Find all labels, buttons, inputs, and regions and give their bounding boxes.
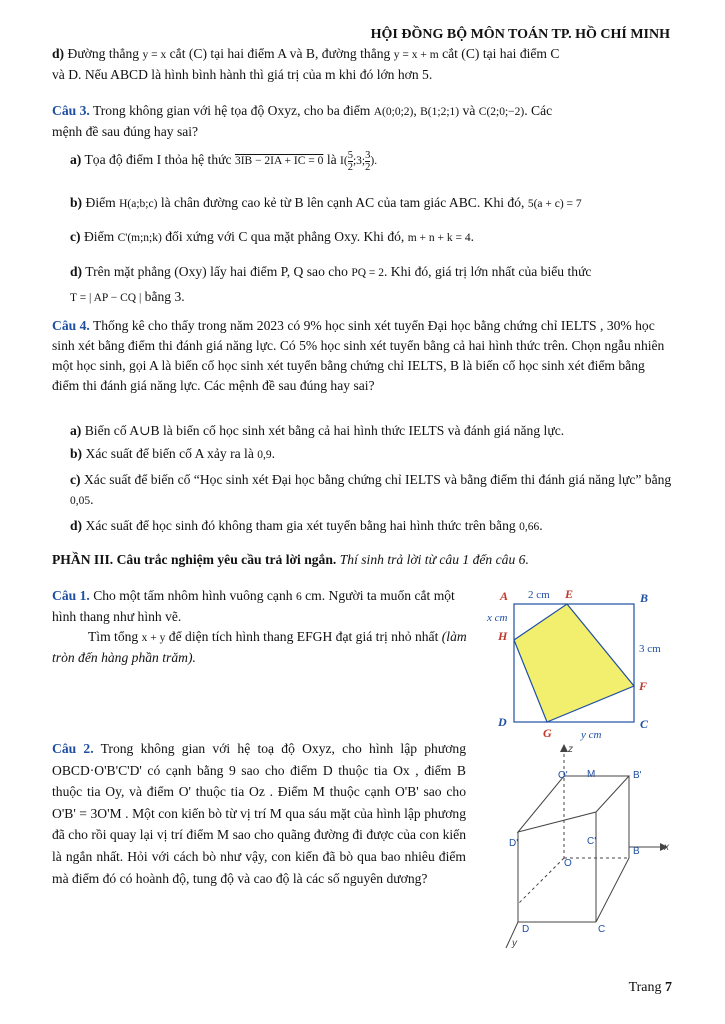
label-m: M [587,769,596,780]
label-e: E [565,587,574,601]
label-d2: D [522,924,530,935]
label-g: G [543,726,552,740]
label-c-prime: C' [587,836,597,847]
label-x: x [664,842,669,853]
label-f: F [639,679,648,693]
figure-cube [488,736,688,954]
question-4: Câu 4. Thống kê cho thấy trong năm 2023 có 9% học sinh xét tuyển Đại học bằng chứng chỉ IELTS , 30% học sinh xét bằng điểm thi đánh giá năng lực. Có 5% học sinh xét tuyển bằng cả hai hình thức trên. Chọn ngẫu nhiên một học sinh, gọi A là biến cố học sinh xét tuyển bằng chứng chỉ IELTS, B là biến cố học sinh xét điểm bằng điểm thi đánh giá năng lực. Các mệnh đề sau đúng hay sai? [52,318,665,393]
figure-square-trapezoid [478,582,678,744]
label-a: A [500,589,509,603]
trapezoid-efgh [514,604,634,722]
label-b-prime: B' [633,770,642,781]
label-y: y [512,938,517,949]
part3-question-2: Câu 2. Trong không gian với hệ toạ độ Oxyz, cho hình lập phương OBCD·O'B'C'D' có cạnh bằng 9 sao cho điểm D thuộc tia Ox , điểm B thuộc tia Oy, và điểm O' thuộc tia Oz . Điểm M thuộc cạnh O'B' sao cho O'B' = 3O'M . Một con kiến bò từ vị trí M qua sáu mặt của hình lập phương đã cho rồi quay lại vị trí điểm M sao cho quãng đường đi được của con kiến là ngắn nhất. Hỏi với cách bò như vậy, con kiến đã bò qua bao nhiêu điểm mà điểm đó có hoành độ, tung độ và cao độ là các số nguyên dương? [52,741,466,886]
label-o: O [564,858,572,869]
label-d: D [498,715,507,729]
q3-option-d: d) Trên mặt phẳng (Oxy) lấy hai điểm P, Q sao cho PQ = 2. Khi đó, giá trị lớn nhất của biểu thức T = | AP − CQ | bằng 3. [70,264,592,304]
label-o-prime: O' [558,770,568,781]
part3-question-1: Câu 1. Cho một tấm nhôm hình vuông cạnh 6 cm. Người ta muốn cắt một hình thang như hình vẽ. Tìm tổng x + y để diện tích hình thang EFGH đạt giá trị nhỏ nhất (làm tròn đến hàng phần trăm). [52,588,467,665]
measure-ae: 2 cm [528,589,550,601]
q4-option-a: a) Biến cố A∪B là biến cố học sinh xét bằng cả hai hình thức IELTS và đánh giá năng lực. [70,423,565,438]
label-c2: C [598,924,606,935]
label-c: C [640,717,649,731]
prev-question-d: d) Đường thẳng y = x cắt (C) tại hai điểm A và B, đường thẳng y = x + m cắt (C) tại hai điểm C và D. Nếu ABCD là hình bình hành thì giá trị của m khi đó lớn hơn 5. [52,46,560,82]
label-b2: B [633,846,640,857]
measure-cg: y cm [581,729,602,741]
q3-option-a: a) Tọa độ điểm I thỏa hệ thức 3IB − 2IA + IC = 0 là I( $\frac{5}{2}$ ;3; $\frac{3}{2}$ ). [70,150,378,173]
q4-option-c: c) Xác suất để biến cố “Học sinh xét Đại học bằng chứng chỉ IELTS và bằng điểm thi đánh giá năng lực” bằng 0,05. [70,472,672,507]
page-header: HỘI ĐỒNG BỘ MÔN TOÁN TP. HỒ CHÍ MINH [370,27,670,42]
q3-option-b: b) Điểm H(a;b;c) là chân đường cao kẻ từ B lên cạnh AC của tam giác ABC. Khi đó, 5(a + c) = 7 [70,195,582,210]
question-3: Câu 3. Trong không gian với hệ tọa độ Oxyz, cho ba điểm A(0;0;2), B(1;2;1) và C(2;0;−2). Các mệnh đề sau đúng hay sai? [52,103,553,139]
hidden-edge-od [518,858,564,904]
q4-option-d: d) Xác suất để học sinh đó không tham gia xét tuyển bằng hai hình thức trên bằng 0,66. [70,518,543,533]
label-h: H [498,629,508,643]
page-number: Trang 7 [628,980,672,995]
cube-top-face [518,776,629,832]
q4-option-b: b) Xác suất để biến cố A xảy ra là 0,9. [70,446,276,461]
label-d-prime: D' [509,838,519,849]
measure-ah: x cm [487,612,508,624]
label-z: z [568,744,573,755]
edge-cb [596,858,629,922]
z-arrow-icon [560,744,568,752]
label-b: B [640,591,649,605]
measure-bf: 3 cm [639,643,661,655]
q3-option-c: c) Điểm C'(m;n;k) đối xứng với C qua mặt phẳng Oxy. Khi đó, m + n + k = 4. [70,229,475,244]
part-3-heading: PHẦN III. Câu trắc nghiệm yêu cầu trả lời ngắn. Thí sinh trả lời từ câu 1 đến câu 6. [52,552,529,567]
